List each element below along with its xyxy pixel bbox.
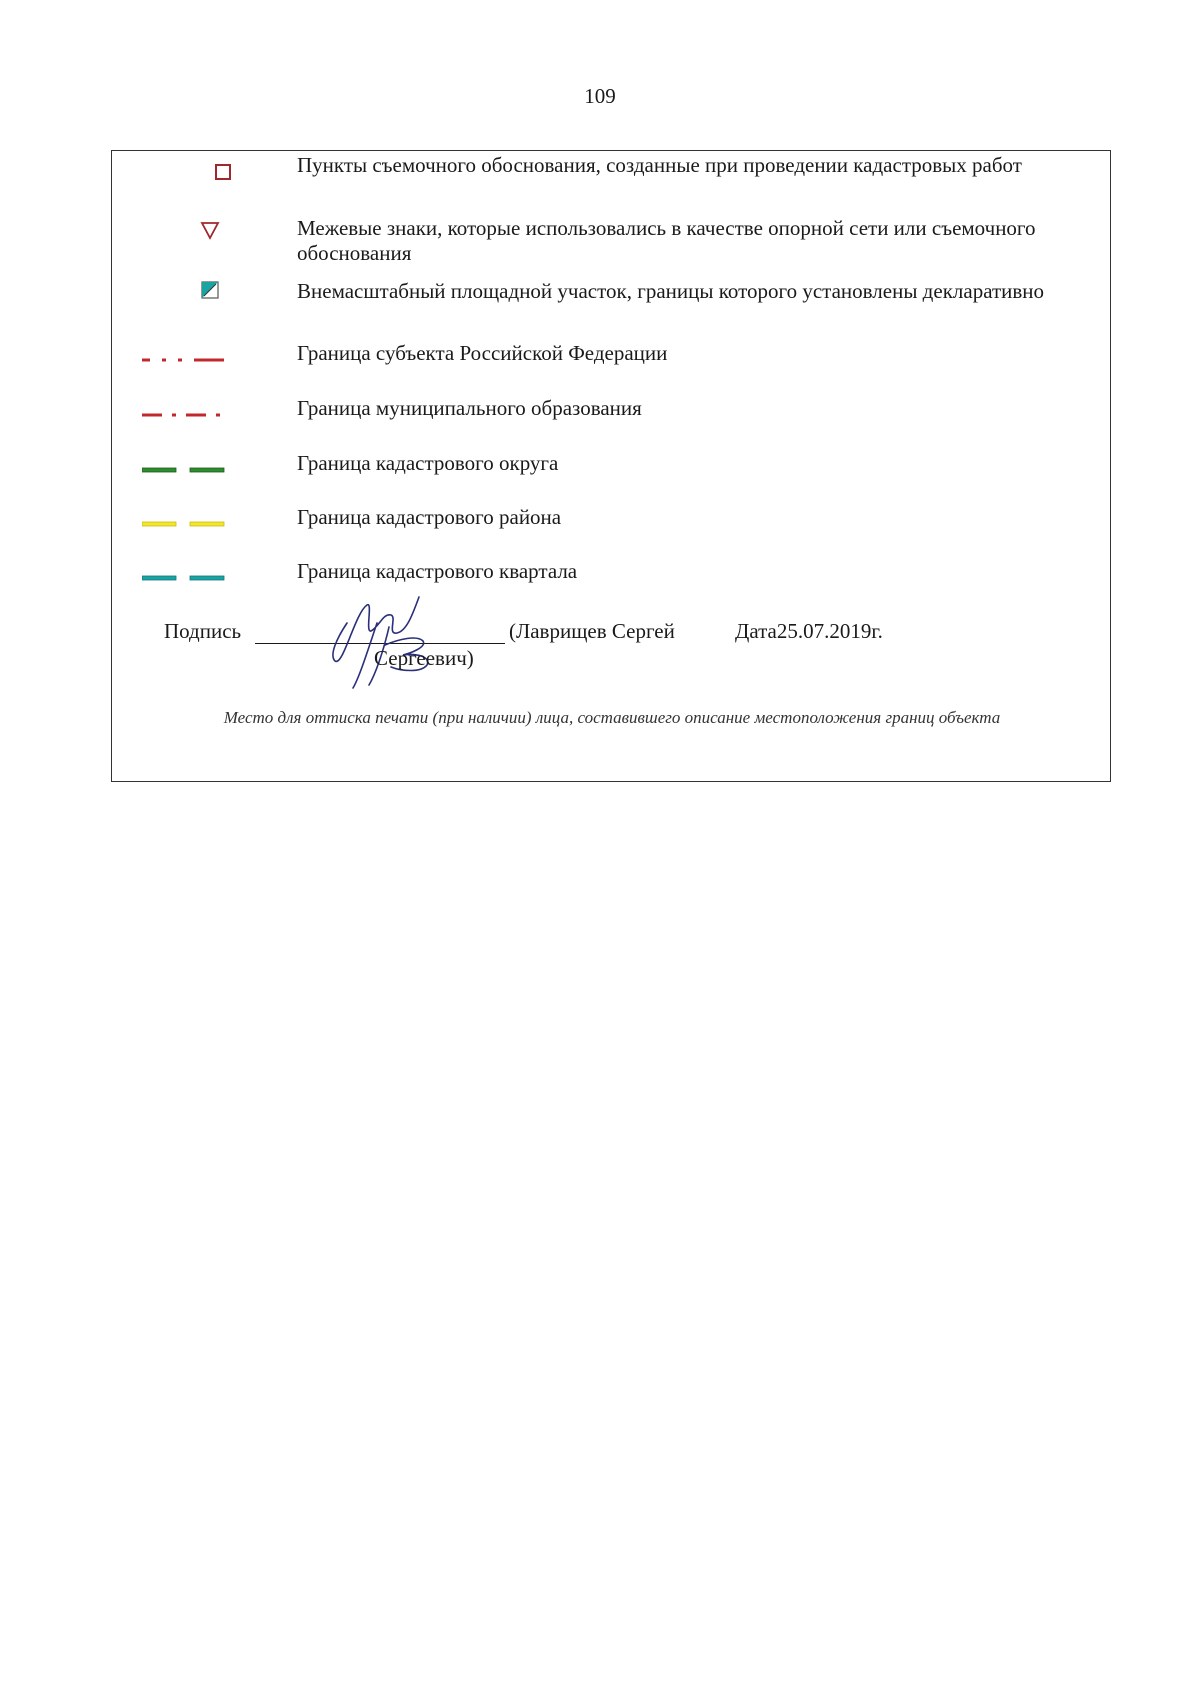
legend-description: Граница муниципального образования <box>297 396 642 420</box>
dashed-line-icon <box>142 561 242 591</box>
handwritten-signature <box>307 583 447 698</box>
legend-description: Внемасштабный площадной участок, границы которого установлены декларативно <box>297 279 1045 303</box>
square-outline-icon <box>142 157 242 187</box>
page-number: 109 <box>584 84 616 108</box>
legend-description: Граница кадастрового квартала <box>297 559 578 583</box>
legend-description: Межевые знаки, которые использовались в качестве опорной сети или съемочного обоснования <box>297 216 1036 265</box>
signature-date: Дата25.07.2019г. <box>735 619 883 643</box>
signer-patronymic: Сергеевич) <box>374 646 474 670</box>
signature-row <box>112 613 1112 703</box>
triangle-down-icon <box>142 216 242 246</box>
signer-name: (Лаврищев Сергей <box>509 619 675 643</box>
dash-dot-line-icon <box>142 398 242 428</box>
legend-description: Граница кадастрового округа <box>297 451 559 475</box>
legend-description: Пункты съемочного обоснования, созданные при проведении кадастровых работ <box>297 153 1022 177</box>
legend-description: Граница субъекта Российской Федерации <box>297 341 668 365</box>
dashed-line-icon <box>142 453 242 483</box>
legend-box <box>111 150 1111 782</box>
dashed-line-icon <box>142 507 242 537</box>
legend-description: Граница кадастрового района <box>297 505 562 529</box>
dot-dot-dash-line-icon <box>142 343 242 373</box>
signature-label: Подпись <box>164 619 242 643</box>
hatched-square-icon <box>142 275 242 305</box>
stamp-note: Место для оттиска печати (при наличии) лица, составившего описание местоположения границ объекта <box>223 708 1001 727</box>
